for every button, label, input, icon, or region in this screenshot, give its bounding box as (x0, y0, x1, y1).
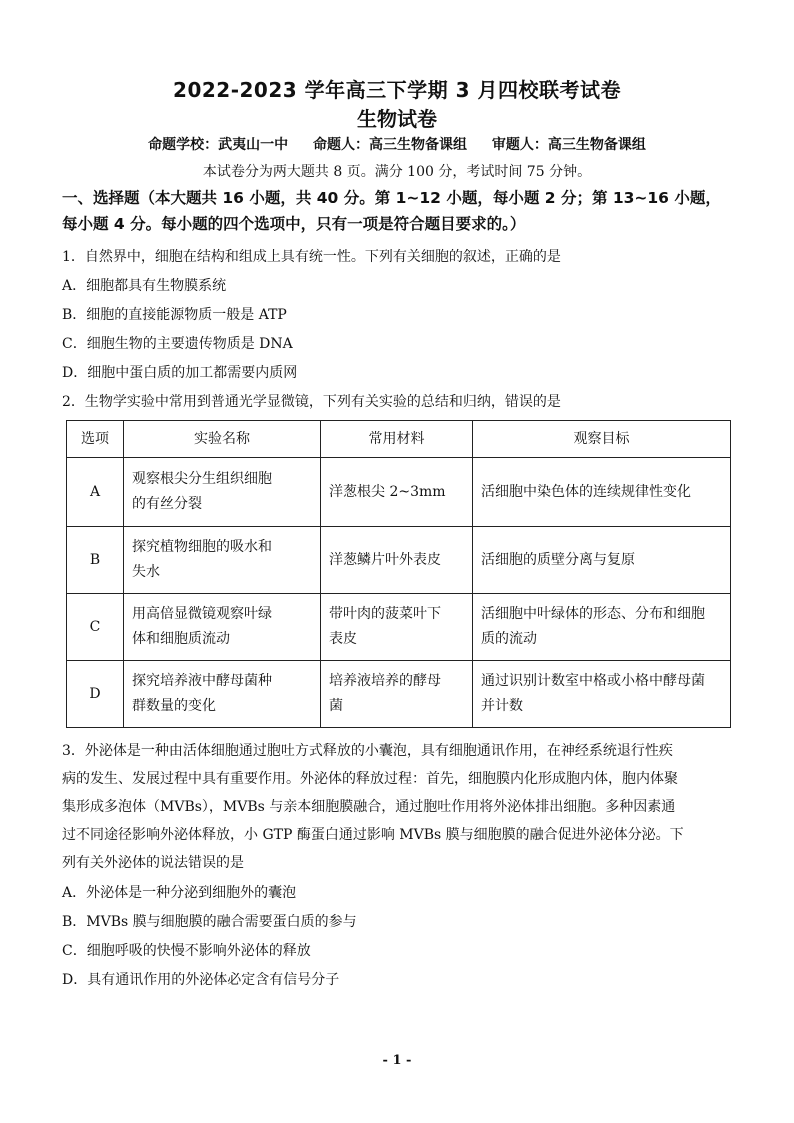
row-target (473, 594, 731, 661)
row-option: C (67, 594, 124, 661)
row-target (473, 661, 731, 728)
row-experiment-name (124, 661, 321, 728)
row-text-line: 活细胞中染色体的连续规律性变化 (481, 483, 691, 500)
table-header-row (67, 421, 731, 458)
exam-title: 2022-2023 学年高三下学期 3 月四校联考试卷 (173, 78, 621, 102)
row-text-line: 的有丝分裂 (132, 496, 202, 512)
header-option: 选项 (67, 421, 124, 458)
row-text-line: 带叶肉的菠菜叶下 (329, 606, 441, 622)
row-text-line: 质的流动 (481, 631, 537, 647)
row-text-line: 探究植物细胞的吸水和 (132, 539, 272, 555)
q3-option-b: B．MVBs 膜与细胞膜的融合需要蛋白质的参与 (62, 914, 357, 930)
row-text-line: 探究培养液中酵母菌种 (132, 673, 272, 689)
table-row (67, 594, 731, 661)
row-text-line: 失水 (132, 564, 160, 580)
row-text-line: 体和细胞质流动 (132, 631, 230, 647)
row-option: D (67, 661, 124, 728)
table-row (67, 527, 731, 594)
q1-stem: 1．自然界中，细胞在结构和组成上具有统一性。下列有关细胞的叙述，正确的是 (62, 249, 561, 265)
header-experiment-name: 实验名称 (124, 421, 321, 458)
q3-stem-line3: 集形成多泡体（MVBs），MVBs 与亲本细胞膜融合，通过胞吐作用将外泌体排出细胞。多种因素通 (62, 799, 676, 815)
row-text-line: 群数量的变化 (132, 698, 216, 714)
q3-option-c: C．细胞呼吸的快慢不影响外泌体的释放 (62, 943, 311, 959)
row-text-line: 用高倍显微镜观察叶绿 (132, 606, 272, 622)
row-material (321, 458, 473, 527)
q1-option-c: C．细胞生物的主要遗传物质是 DNA (62, 336, 293, 352)
q3-stem-line2: 病的发生、发展过程中具有重要作用。外泌体的释放过程：首先，细胞膜内化形成胞内体，胞内体聚 (62, 771, 678, 787)
row-material (321, 527, 473, 594)
header-target: 观察目标 (473, 421, 731, 458)
row-text-line: 通过识别计数室中格或小格中酵母菌 (481, 673, 705, 689)
setter-reviewer: 审题人：高三生物备课组 (491, 137, 646, 153)
row-text-line: 菌 (329, 698, 343, 714)
row-target (473, 458, 731, 527)
row-target (473, 527, 731, 594)
row-text-line: 洋葱根尖 2~3mm (329, 483, 446, 500)
row-text-line: 表皮 (329, 631, 357, 647)
q1-option-b: B．细胞的直接能源物质一般是 ATP (62, 307, 287, 323)
exam-subject: 生物试卷 (357, 107, 437, 131)
row-option: B (67, 527, 124, 594)
row-option: A (67, 458, 124, 527)
table-row (67, 661, 731, 728)
q1-option-d: D．细胞中蛋白质的加工都需要内质网 (62, 365, 298, 381)
row-text-line: 活细胞中叶绿体的形态、分布和细胞 (481, 606, 705, 622)
section1-heading-line2: 每小题 4 分。每小题的四个选项中，只有一项是符合题目要求的。） (62, 215, 526, 233)
exam-meta (0, 134, 794, 154)
row-text-line: 活细胞的质壁分离与复原 (481, 551, 635, 568)
page-number: - 1 - (382, 1053, 412, 1068)
table-row (67, 458, 731, 527)
row-experiment-name (124, 527, 321, 594)
row-experiment-name (124, 594, 321, 661)
header-material: 常用材料 (321, 421, 473, 458)
q3-stem-line1: 3．外泌体是一种由活体细胞通过胞吐方式释放的小囊泡，具有细胞通讯作用，在神经系统退行性疾 (62, 743, 673, 759)
section1-heading-line1: 一、选择题（本大题共 16 小题，共 40 分。第 1~12 小题，每小题 2 分；第 13~16 小题， (62, 189, 721, 207)
exam-info: 本试卷分为两大题共 8 页。满分 100 分，考试时间 75 分钟。 (202, 164, 592, 180)
row-experiment-name (124, 458, 321, 527)
row-text-line: 洋葱鳞片叶外表皮 (329, 551, 441, 568)
q3-stem-line5: 列有关外泌体的说法错误的是 (62, 855, 244, 871)
row-text-line: 并计数 (481, 698, 523, 714)
row-text-line: 培养液培养的酵母 (329, 673, 441, 689)
setter-author: 命题人：高三生物备课组 (313, 137, 467, 153)
q2-experiment-table (66, 420, 731, 728)
row-material (321, 594, 473, 661)
row-material (321, 661, 473, 728)
q2-stem: 2．生物学实验中常用到普通光学显微镜，下列有关实验的总结和归纳，错误的是 (62, 394, 561, 410)
setter-school: 命题学校：武夷山一中 (148, 137, 289, 153)
q3-option-d: D．具有通讯作用的外泌体必定含有信号分子 (62, 972, 340, 988)
row-text-line: 观察根尖分生组织细胞 (132, 471, 272, 487)
q1-option-a: A．细胞都具有生物膜系统 (62, 278, 227, 294)
q3-option-a: A．外泌体是一种分泌到细胞外的囊泡 (62, 885, 297, 901)
q3-stem-line4: 过不同途径影响外泌体释放，小 GTP 酶蛋白通过影响 MVBs 膜与细胞膜的融合促进外泌体分泌。下 (62, 827, 684, 843)
